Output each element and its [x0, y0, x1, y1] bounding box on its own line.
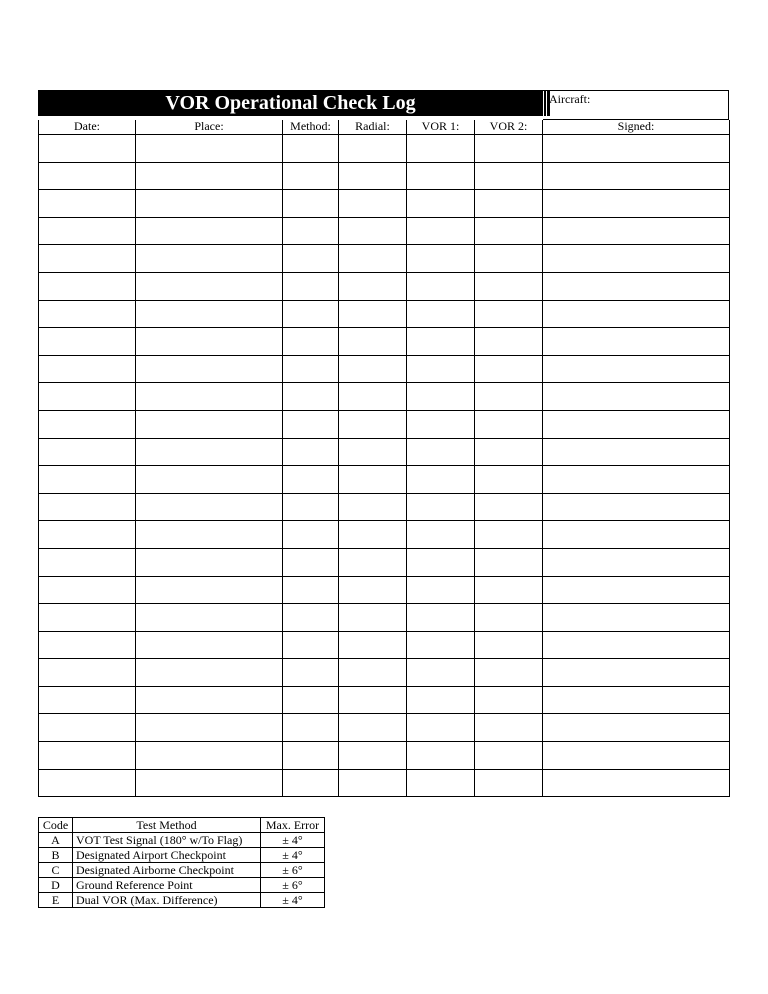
log-cell-radial[interactable] [339, 659, 407, 687]
legend-error: ± 4° [261, 833, 325, 848]
log-cell-radial[interactable] [339, 714, 407, 742]
log-cell-date[interactable] [39, 383, 136, 411]
log-cell-vor1[interactable] [407, 190, 475, 218]
log-cell-radial[interactable] [339, 410, 407, 438]
log-row [39, 438, 730, 466]
log-cell-place[interactable] [136, 190, 283, 218]
legend-code: E [39, 893, 73, 908]
log-sheet [38, 90, 729, 797]
legend-error: ± 6° [261, 863, 325, 878]
log-cell-vor2[interactable] [475, 383, 543, 411]
log-cell-signed[interactable] [543, 438, 730, 466]
log-row [39, 135, 730, 163]
log-cell-method[interactable] [283, 548, 339, 576]
log-cell-date[interactable] [39, 548, 136, 576]
log-cell-method[interactable] [283, 659, 339, 687]
log-cell-method[interactable] [283, 162, 339, 190]
legend-header-row [39, 818, 325, 833]
log-cell-radial[interactable] [339, 438, 407, 466]
header [38, 90, 729, 120]
log-row [39, 466, 730, 494]
log-row [39, 410, 730, 438]
log-cell-vor1[interactable] [407, 383, 475, 411]
legend-row [39, 833, 325, 848]
log-row [39, 162, 730, 190]
legend-header-error: Max. Error [261, 818, 325, 833]
log-cell-vor1[interactable] [407, 576, 475, 604]
log-cell-radial[interactable] [339, 383, 407, 411]
log-cell-vor1[interactable] [407, 245, 475, 273]
log-cell-radial[interactable] [339, 604, 407, 632]
log-cell-vor2[interactable] [475, 300, 543, 328]
log-cell-signed[interactable] [543, 300, 730, 328]
log-cell-vor1[interactable] [407, 493, 475, 521]
log-cell-date[interactable] [39, 521, 136, 549]
log-cell-signed[interactable] [543, 714, 730, 742]
log-cell-vor1[interactable] [407, 300, 475, 328]
log-cell-signed[interactable] [543, 410, 730, 438]
log-body [39, 135, 730, 797]
log-cell-radial[interactable] [339, 686, 407, 714]
log-cell-place[interactable] [136, 217, 283, 245]
log-cell-place[interactable] [136, 300, 283, 328]
log-cell-vor2[interactable] [475, 135, 543, 163]
log-cell-date[interactable] [39, 659, 136, 687]
log-cell-vor2[interactable] [475, 631, 543, 659]
log-cell-vor2[interactable] [475, 493, 543, 521]
log-cell-radial[interactable] [339, 217, 407, 245]
log-cell-vor2[interactable] [475, 162, 543, 190]
aircraft-label: Aircraft: [549, 92, 591, 106]
log-cell-radial[interactable] [339, 300, 407, 328]
log-cell-vor2[interactable] [475, 410, 543, 438]
log-row [39, 190, 730, 218]
log-cell-method[interactable] [283, 328, 339, 356]
log-cell-vor2[interactable] [475, 328, 543, 356]
log-cell-vor2[interactable] [475, 686, 543, 714]
log-cell-radial[interactable] [339, 576, 407, 604]
column-header-vor2: VOR 2: [475, 120, 543, 135]
log-cell-method[interactable] [283, 190, 339, 218]
log-cell-signed[interactable] [543, 355, 730, 383]
log-cell-radial[interactable] [339, 245, 407, 273]
log-cell-date[interactable] [39, 355, 136, 383]
legend-method: Designated Airport Checkpoint [73, 848, 261, 863]
log-cell-date[interactable] [39, 604, 136, 632]
log-cell-signed[interactable] [543, 742, 730, 770]
log-cell-date[interactable] [39, 190, 136, 218]
log-cell-place[interactable] [136, 438, 283, 466]
log-cell-vor2[interactable] [475, 217, 543, 245]
log-cell-date[interactable] [39, 162, 136, 190]
log-cell-vor2[interactable] [475, 769, 543, 797]
log-cell-vor1[interactable] [407, 410, 475, 438]
log-cell-vor1[interactable] [407, 438, 475, 466]
log-row [39, 217, 730, 245]
log-cell-vor2[interactable] [475, 742, 543, 770]
log-cell-place[interactable] [136, 383, 283, 411]
log-cell-method[interactable] [283, 245, 339, 273]
log-cell-radial[interactable] [339, 135, 407, 163]
log-cell-place[interactable] [136, 410, 283, 438]
column-header-vor1: VOR 1: [407, 120, 475, 135]
log-cell-signed[interactable] [543, 272, 730, 300]
legend-method: VOT Test Signal (180° w/To Flag) [73, 833, 261, 848]
log-cell-vor1[interactable] [407, 686, 475, 714]
log-row [39, 272, 730, 300]
log-cell-place[interactable] [136, 548, 283, 576]
log-cell-vor1[interactable] [407, 714, 475, 742]
legend-row [39, 893, 325, 908]
log-row [39, 631, 730, 659]
log-cell-place[interactable] [136, 604, 283, 632]
log-cell-radial[interactable] [339, 466, 407, 494]
log-cell-place[interactable] [136, 769, 283, 797]
log-cell-vor2[interactable] [475, 272, 543, 300]
log-cell-method[interactable] [283, 714, 339, 742]
log-cell-signed[interactable] [543, 521, 730, 549]
log-cell-radial[interactable] [339, 521, 407, 549]
log-cell-signed[interactable] [543, 659, 730, 687]
log-cell-signed[interactable] [543, 245, 730, 273]
log-cell-date[interactable] [39, 410, 136, 438]
legend-header-code: Code [39, 818, 73, 833]
log-row [39, 576, 730, 604]
log-cell-radial[interactable] [339, 190, 407, 218]
log-cell-place[interactable] [136, 272, 283, 300]
log-cell-place[interactable] [136, 521, 283, 549]
log-cell-vor1[interactable] [407, 742, 475, 770]
log-cell-method[interactable] [283, 576, 339, 604]
log-row [39, 659, 730, 687]
log-cell-radial[interactable] [339, 162, 407, 190]
log-cell-vor1[interactable] [407, 355, 475, 383]
log-cell-vor1[interactable] [407, 631, 475, 659]
log-cell-date[interactable] [39, 272, 136, 300]
log-cell-radial[interactable] [339, 742, 407, 770]
legend-row [39, 878, 325, 893]
method-legend [38, 817, 325, 908]
legend-code: D [39, 878, 73, 893]
log-row [39, 604, 730, 632]
log-row [39, 742, 730, 770]
log-cell-vor2[interactable] [475, 714, 543, 742]
log-cell-vor2[interactable] [475, 355, 543, 383]
log-cell-method[interactable] [283, 742, 339, 770]
log-cell-date[interactable] [39, 328, 136, 356]
log-cell-place[interactable] [136, 631, 283, 659]
log-cell-vor1[interactable] [407, 604, 475, 632]
log-cell-place[interactable] [136, 328, 283, 356]
log-row [39, 714, 730, 742]
log-cell-date[interactable] [39, 300, 136, 328]
log-cell-place[interactable] [136, 686, 283, 714]
log-cell-vor1[interactable] [407, 135, 475, 163]
column-header-signed: Signed: [543, 120, 730, 135]
log-row [39, 548, 730, 576]
log-cell-signed[interactable] [543, 328, 730, 356]
legend-code: A [39, 833, 73, 848]
log-cell-vor2[interactable] [475, 521, 543, 549]
log-cell-date[interactable] [39, 493, 136, 521]
log-cell-method[interactable] [283, 438, 339, 466]
log-cell-signed[interactable] [543, 493, 730, 521]
log-row [39, 355, 730, 383]
log-cell-method[interactable] [283, 631, 339, 659]
log-cell-vor2[interactable] [475, 438, 543, 466]
log-cell-vor2[interactable] [475, 604, 543, 632]
legend-method: Dual VOR (Max. Difference) [73, 893, 261, 908]
log-cell-radial[interactable] [339, 272, 407, 300]
log-cell-place[interactable] [136, 355, 283, 383]
log-cell-method[interactable] [283, 410, 339, 438]
log-cell-method[interactable] [283, 355, 339, 383]
log-row [39, 300, 730, 328]
log-row [39, 383, 730, 411]
log-cell-date[interactable] [39, 576, 136, 604]
log-cell-method[interactable] [283, 272, 339, 300]
log-cell-place[interactable] [136, 135, 283, 163]
log-cell-radial[interactable] [339, 355, 407, 383]
legend-header-method: Test Method [73, 818, 261, 833]
log-cell-place[interactable] [136, 714, 283, 742]
log-cell-date[interactable] [39, 438, 136, 466]
log-cell-method[interactable] [283, 686, 339, 714]
log-cell-vor2[interactable] [475, 576, 543, 604]
log-row [39, 521, 730, 549]
log-cell-vor2[interactable] [475, 190, 543, 218]
log-cell-method[interactable] [283, 493, 339, 521]
log-table [38, 120, 730, 797]
page-title: VOR Operational Check Log [38, 90, 543, 116]
log-cell-date[interactable] [39, 135, 136, 163]
log-cell-date[interactable] [39, 742, 136, 770]
log-cell-method[interactable] [283, 521, 339, 549]
log-cell-vor1[interactable] [407, 466, 475, 494]
column-header-date: Date: [39, 120, 136, 135]
log-cell-vor1[interactable] [407, 162, 475, 190]
legend-code: C [39, 863, 73, 878]
legend-error: ± 6° [261, 878, 325, 893]
log-cell-date[interactable] [39, 631, 136, 659]
legend-row [39, 848, 325, 863]
log-row [39, 769, 730, 797]
log-cell-signed[interactable] [543, 548, 730, 576]
log-cell-signed[interactable] [543, 190, 730, 218]
column-header-radial: Radial: [339, 120, 407, 135]
log-row [39, 493, 730, 521]
legend-row [39, 863, 325, 878]
legend-error: ± 4° [261, 848, 325, 863]
log-cell-vor2[interactable] [475, 245, 543, 273]
log-cell-vor1[interactable] [407, 217, 475, 245]
log-cell-radial[interactable] [339, 493, 407, 521]
log-cell-signed[interactable] [543, 576, 730, 604]
log-cell-vor2[interactable] [475, 466, 543, 494]
legend-method: Ground Reference Point [73, 878, 261, 893]
log-cell-signed[interactable] [543, 217, 730, 245]
log-cell-signed[interactable] [543, 162, 730, 190]
log-cell-date[interactable] [39, 217, 136, 245]
legend-code: B [39, 848, 73, 863]
log-header-row [39, 120, 730, 135]
log-cell-method[interactable] [283, 217, 339, 245]
column-header-place: Place: [136, 120, 283, 135]
log-cell-place[interactable] [136, 162, 283, 190]
log-cell-method[interactable] [283, 466, 339, 494]
log-cell-place[interactable] [136, 659, 283, 687]
log-cell-place[interactable] [136, 245, 283, 273]
log-cell-signed[interactable] [543, 631, 730, 659]
column-header-method: Method: [283, 120, 339, 135]
log-cell-method[interactable] [283, 383, 339, 411]
legend-method: Designated Airborne Checkpoint [73, 863, 261, 878]
log-cell-date[interactable] [39, 714, 136, 742]
log-cell-signed[interactable] [543, 686, 730, 714]
log-cell-place[interactable] [136, 742, 283, 770]
log-cell-signed[interactable] [543, 466, 730, 494]
log-row [39, 686, 730, 714]
log-cell-vor1[interactable] [407, 272, 475, 300]
log-cell-date[interactable] [39, 245, 136, 273]
log-cell-vor1[interactable] [407, 769, 475, 797]
log-cell-radial[interactable] [339, 631, 407, 659]
log-cell-signed[interactable] [543, 135, 730, 163]
log-cell-place[interactable] [136, 493, 283, 521]
log-row [39, 245, 730, 273]
aircraft-field[interactable] [543, 90, 729, 120]
log-cell-method[interactable] [283, 604, 339, 632]
log-cell-method[interactable] [283, 769, 339, 797]
log-cell-signed[interactable] [543, 383, 730, 411]
log-cell-signed[interactable] [543, 604, 730, 632]
log-cell-vor1[interactable] [407, 659, 475, 687]
log-cell-vor1[interactable] [407, 328, 475, 356]
log-cell-radial[interactable] [339, 328, 407, 356]
log-cell-date[interactable] [39, 466, 136, 494]
log-cell-radial[interactable] [339, 548, 407, 576]
log-cell-date[interactable] [39, 769, 136, 797]
log-cell-vor2[interactable] [475, 548, 543, 576]
log-cell-method[interactable] [283, 135, 339, 163]
log-cell-radial[interactable] [339, 769, 407, 797]
legend-error: ± 4° [261, 893, 325, 908]
log-cell-vor1[interactable] [407, 521, 475, 549]
log-cell-vor1[interactable] [407, 548, 475, 576]
log-row [39, 328, 730, 356]
log-cell-signed[interactable] [543, 769, 730, 797]
log-cell-place[interactable] [136, 576, 283, 604]
log-cell-date[interactable] [39, 686, 136, 714]
log-cell-vor2[interactable] [475, 659, 543, 687]
log-cell-method[interactable] [283, 300, 339, 328]
log-cell-place[interactable] [136, 466, 283, 494]
